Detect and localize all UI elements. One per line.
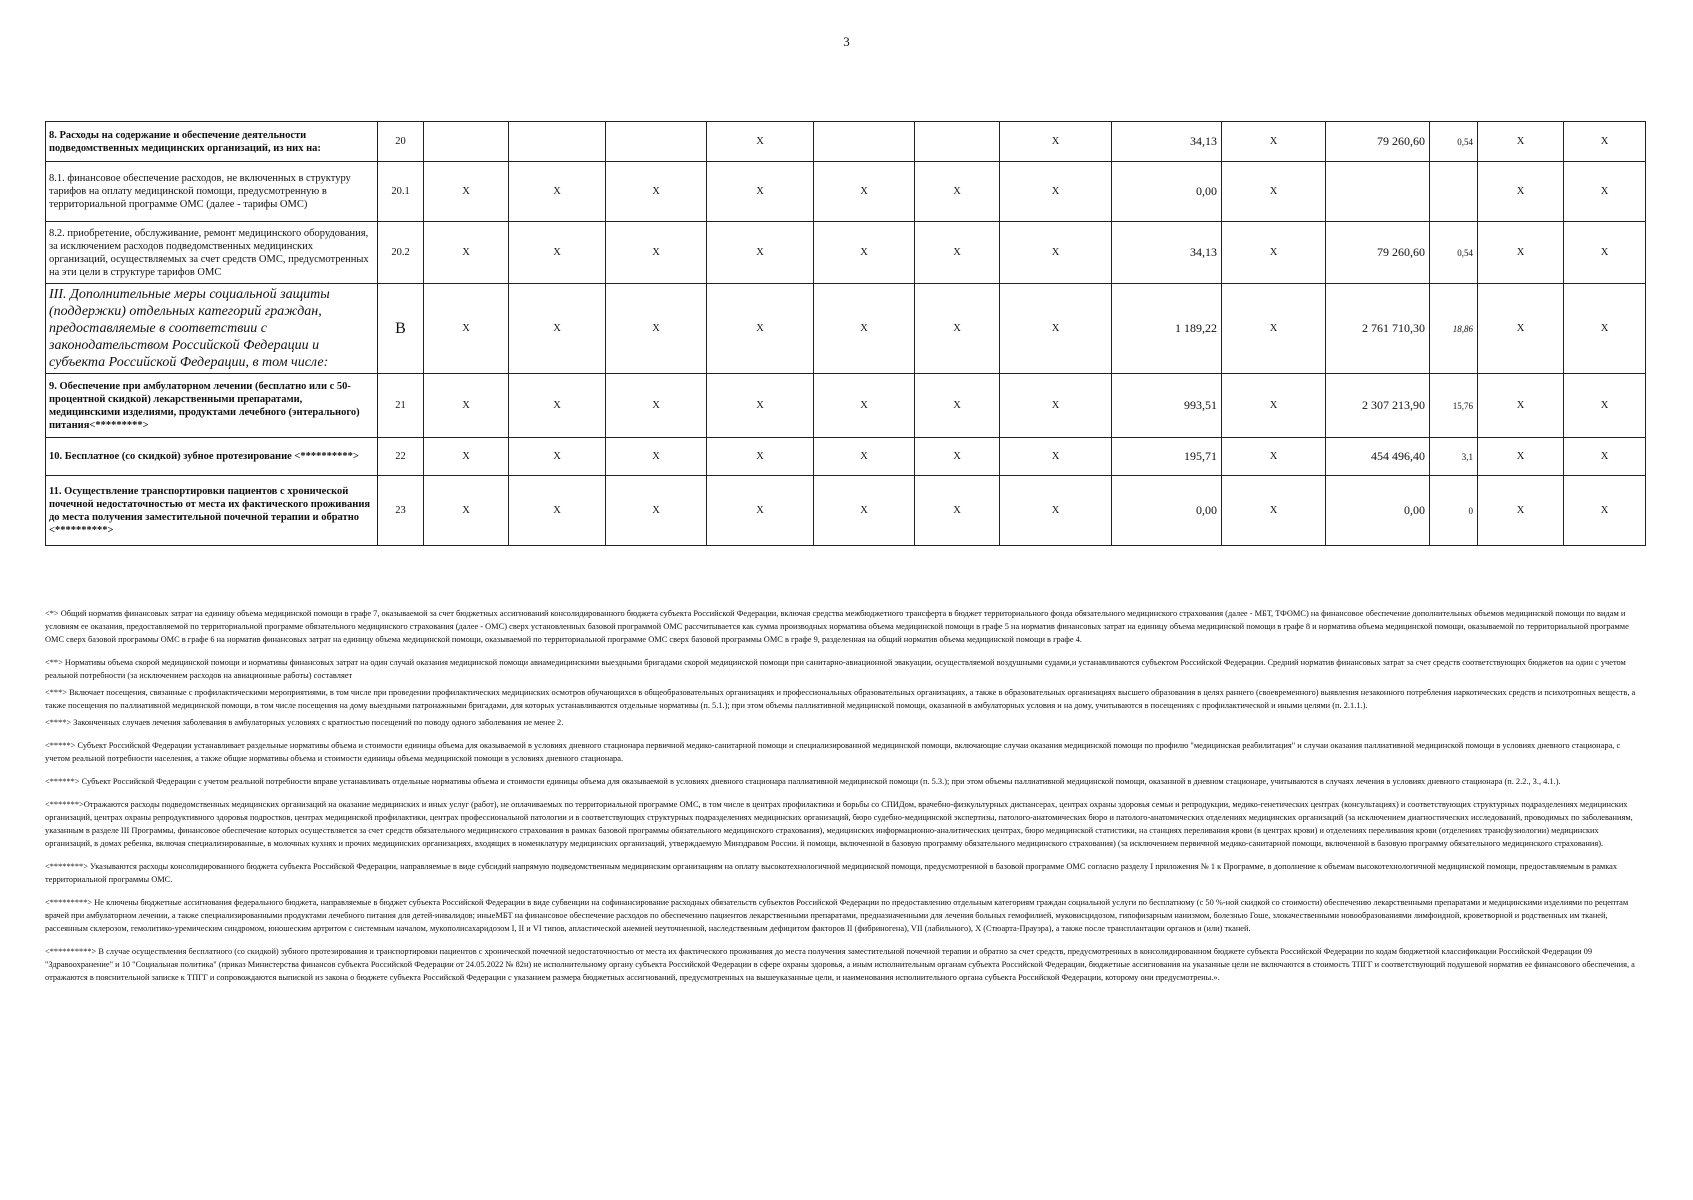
table-cell: X (1478, 374, 1564, 438)
table-cell: X (1222, 162, 1326, 222)
footnotes (45, 607, 1645, 994)
table-cell: 454 496,40 (1326, 438, 1430, 476)
table-cell: X (814, 374, 915, 438)
row-name: 11. Осуществление транспортировки пациентов с хронической почечной недостаточностью от места их фактического проживания до места получения заместительной почечной терапии и обратно <**********> (46, 476, 378, 546)
footnote: <*********> Не ключены бюджетные ассигнования федерального бюджета, направляемые в бюджет субъекта Российской Федерации в виде субвенции на софинансирование расходных обязательств субъектов Российской Федерации по предоставлению отдельным категориям граждан социальной услуги по бесплатному (с 50 %-ной скидкой со стоимости) обеспечению лекарственными препаратами и медицинскими изделиями по рецептам врачей при амбулаторном лечении, а также специализированными продуктами лечебного питания для детей-инвалидов; иныеМБТ на финансовое обеспечение расходов по обеспечению пациентов лекарственными препаратами, предназначенными для лечения больных гемофилией, муковисцидозом, гипофизарным нанизмом, болезнью Гоше, злокачественными новообразованиями лимфоидной, кроветворной и родственных им тканей, рассеянным склерозом, гемолитико-уремическим синдромом, юношеским артритом с системным началом, мукополисахаридозом I, II и VI типов, апластической анемией неуточненной, наследственным дефицитом факторов II (фибриногена), VII (лабильного), X (Стюарта-Прауэра), а также после трансплантации органов и (или) тканей. (45, 898, 1629, 933)
table-row (46, 222, 1646, 284)
table-cell: X (1222, 374, 1326, 438)
row-code: 23 (378, 476, 424, 546)
table-cell: 2 761 710,30 (1326, 284, 1430, 374)
footnote: <***> Включает посещения, связанные с профилактическими мероприятиями, в том числе при проведении профилактических медицинских осмотров обучающихся в общеобразовательных организациях и профессиональных образовательных организациях, а также в образовательных организациях высшего образования в целях раннего (своевременного) выявления незаконного потребления наркотических средств и психотропных веществ, а также посещения по паллиативной медицинской помощи, в том числе посещения на дому выездными патронажными бригадами, для которых устанавливаются отдельные нормативы (п. 5.1.); при этом объемы паллиативной медицинской помощи, оказанной в амбулаторных условия и на дому, учитываются в посещениях с профилактической и иными целями (п. 2.1.1.). (45, 688, 1636, 710)
table-cell: 79 260,60 (1326, 122, 1430, 162)
table-cell: X (1000, 222, 1112, 284)
table-cell: X (509, 162, 606, 222)
table-cell (1326, 162, 1430, 222)
table-cell: X (707, 284, 814, 374)
table-cell: X (1000, 284, 1112, 374)
table-cell: 0 (1430, 476, 1478, 546)
row-name: 8. Расходы на содержание и обеспечение деятельности подведомственных медицинских организаций, из них на: (46, 122, 378, 162)
table-row (46, 162, 1646, 222)
table-cell: X (606, 222, 707, 284)
table-cell: X (1000, 438, 1112, 476)
table-cell: 79 260,60 (1326, 222, 1430, 284)
table-row (46, 122, 1646, 162)
row-name: 8.1. финансовое обеспечение расходов, не включенных в структуру тарифов на оплату медицинской помощи, предусмотренную в территориальной программе ОМС (далее - тарифы ОМС) (46, 162, 378, 222)
table-cell: X (707, 122, 814, 162)
table-cell: X (1564, 122, 1646, 162)
table-cell: X (509, 438, 606, 476)
table-cell: 15,76 (1430, 374, 1478, 438)
table-cell (814, 122, 915, 162)
table-cell: X (509, 374, 606, 438)
table-cell: X (915, 222, 1000, 284)
table-cell: X (1478, 438, 1564, 476)
footnote: <*******>Отражаются расходы подведомственных медицинских организаций на оказание медицинских и иных услуг (работ), не оплачиваемых по территориальной программе ОМС, в том числе в центрах профилактики и борьбы со СПИДом, врачебно-физкультурных диспансерах, центрах охраны здоровья семьи и репродукции, медико-генетических центрах (консультациях) и соответствующих структурных подразделениях медицинских организаций, центрах охраны репродуктивного здоровья подростков, центрах медицинской профилактики, центрах профессиональной патологии и в соответствующих структурных подразделениях медицинских организаций, бюро судебно-медицинской экспертизы, патолого-анатомических бюро и патолого-анатомических отделениях медицинских организаций (за исключением диагностических исследований, проводимых по заболеваниям, указанным в разделе III Программы, финансовое обеспечение которых осуществляется за счет средств обязательного медицинского страхования в рамках базовой программы обязательного медицинского страхования), медицинских информационно-аналитических центрах, бюро медицинской статистики, на станциях переливания крови (в центрах крови) и отделениях переливания крови (отделениях трансфузиологии) медицинских организаций, в домах ребенка, включая специализированные, в молочных кухнях и прочих медицинских организациях, входящих в номенклатуру медицинских организаций, утверждаемую Минздравом России. й помощи, включенной в базовую программу обязательного медицинского страхования) (за исключением первичной медико-санитарной помощи, включенной в базовую программу обязательного медицинского страхования). (45, 800, 1633, 848)
table-cell: 195,71 (1112, 438, 1222, 476)
footnote: <********> Указываются расходы консолидированного бюджета субъекта Российской Федерации, направляемые в виде субсидий напрямую подведомственным медицинским организациям на оплату высокотехнологичной медицинской помощи, предусмотренной в базовой программе ОМС согласно разделу I приложения № 1 к Программе, в дополнение к объемам высокотехнологичной медицинской помощи, предоставляемым в рамках территориальной программы ОМС. (45, 862, 1618, 884)
row-name: 9. Обеспечение при амбулаторном лечении (бесплатно или с 50-процентной скидкой) лекарственными препаратами, медицинскими изделиями, продуктами лечебного (энтерального) питания<*********> (46, 374, 378, 438)
table-cell: X (509, 284, 606, 374)
table-cell: X (1222, 122, 1326, 162)
footnote: <**********> В случае осуществления бесплатного (со скидкой) зубного протезирования и транспортировки пациентов с хронической почечной недостаточностью от места их фактического проживания до места получения заместительной почечной терапии и обратно за счет средств, предусмотренных в консолидированном бюджете субъекта Российской Федерации по кодам бюджетной классификации Российской Федерации 09 "Здравоохранение" и 10 "Социальная политика" (приказ Министерства финансов субъекта Российской Федерации от 24.05.2022 № 82н) не исполнительному органу субъекта Российской Федерации в сфере охраны здоровья, а иным исполнительным органам субъекта Российской Федерации, бюджетные ассигнования на указанные цели не включаются в стоимость ТПГГ и соответствующий подушевой норматив ее финансового обеспечения, а отражаются в пояснительной записке к ТПГГ и сопровождаются выпиской из закона о бюджете субъекта Российской Федерации с указанием размера бюджетных ассигнований, предусмотренных на вышеуказанные цели, и наименования исполнительного органа субъекта Российской Федерации, которому они предусмотрены.». (45, 947, 1635, 982)
table-cell: 2 307 213,90 (1326, 374, 1430, 438)
row-code: B (378, 284, 424, 374)
table-cell: 18,86 (1430, 284, 1478, 374)
row-name: 8.2. приобретение, обслуживание, ремонт медицинского оборудования, за исключением расходов подведомственных медицинских организаций, осуществляемых за счет средств ОМС, предусмотренных на эти цели в структуре тарифов ОМС (46, 222, 378, 284)
table-cell: X (1564, 476, 1646, 546)
table-cell: X (1222, 284, 1326, 374)
table-row (46, 284, 1646, 374)
table-cell: X (424, 162, 509, 222)
table-cell: X (1564, 222, 1646, 284)
table-cell (915, 122, 1000, 162)
footnote: <*> Общий норматив финансовых затрат на единицу объема медицинской помощи в графе 7, оказываемой за счет бюджетных ассигнований консолидированного бюджета субъекта Российской Федерации, включая средства межбюджетного трансферта в бюджет территориального фонда обязательного медицинского страхования (далее - МБТ, ТФОМС) на финансовое обеспечение дополнительных объемов медицинской помощи по видам и условиям ее оказания, предоставляемой по территориальной программе обязательного медицинского страхования (далее - ОМС) сверх установленных базовой программой ОМС рассчитывается как сумма производных норматива объема медицинской помощи в графе 5 на норматив финансовых затрат на единицу объема медицинской помощи в графе 8 и норматива объема медицинской помощи, оказываемой по территориальной программе ОМС сверх базовой программы ОМС в графе 6 на норматив финансовых затрат на единицу объема медицинской помощи, оказываемой по территориальной программе ОМС сверх базовой программы ОМС в графе 9, разделенная на общий норматив объема медицинской помощи в графе 4. (45, 609, 1629, 644)
row-name: III. Дополнительные меры социальной защиты (поддержки) отдельных категорий граждан, предоставляемые в соответствии с законодательством Российской Федерации и субъекта Российской Федерации, в том числе: (46, 284, 378, 374)
table-cell: X (1564, 438, 1646, 476)
table-cell: 1 189,22 (1112, 284, 1222, 374)
table-cell: X (424, 222, 509, 284)
table-cell (424, 122, 509, 162)
table-cell: 0,54 (1430, 122, 1478, 162)
table-cell: X (606, 284, 707, 374)
footnote: <**> Нормативы объема скорой медицинской помощи и нормативы финансовых затрат на один случай оказания медицинской помощи авиамедицинскими выездными бригадами скорой медицинской помощи при санитарно-авиационной эвакуации, осуществляемой воздушными судами,и устанавливаются субъектом Российской Федерации. Средний норматив финансовых затрат за счет средств соответствующих бюджетов на один с учетом реальной потребности (за исключением расходов на авиационные работы) составляет (45, 658, 1626, 680)
row-code: 22 (378, 438, 424, 476)
table-cell: X (424, 476, 509, 546)
table-cell: X (1000, 476, 1112, 546)
table-cell: 993,51 (1112, 374, 1222, 438)
table-cell: X (915, 438, 1000, 476)
table-cell: X (707, 476, 814, 546)
footnote: <****> Законченных случаев лечения заболевания в амбулаторных условиях с кратностью посещений по поводу одного заболевания не менее 2. (45, 718, 564, 727)
table-cell: X (814, 438, 915, 476)
table-row (46, 438, 1646, 476)
table-cell: X (424, 374, 509, 438)
table-cell: X (606, 374, 707, 438)
table-cell: X (707, 222, 814, 284)
table-cell: X (707, 374, 814, 438)
table-cell: X (509, 476, 606, 546)
footnote: <******> Субъект Российской Федерации с учетом реальной потребности вправе устанавливать отдельные нормативы объема и стоимости единицы объема для оказываемой в условиях дневного стационара паллиативной медицинской помощи (п. 5.3.); при этом объемы паллиативной медицинской помощи, оказанной в дневном стационаре, учитываются в случаях лечения в условиях дневного стационара (п. 2.2., 3., 4.1.). (45, 777, 1561, 786)
table-cell: X (1000, 162, 1112, 222)
row-code: 20.2 (378, 222, 424, 284)
row-code: 20.1 (378, 162, 424, 222)
table-cell: X (509, 222, 606, 284)
table-cell: X (1478, 284, 1564, 374)
row-code: 20 (378, 122, 424, 162)
table-cell: 34,13 (1112, 122, 1222, 162)
table-cell: X (1222, 222, 1326, 284)
table-cell: X (1000, 122, 1112, 162)
table-row (46, 476, 1646, 546)
table-cell: 0,00 (1112, 162, 1222, 222)
table-cell: X (1564, 284, 1646, 374)
table-cell: 3,1 (1430, 438, 1478, 476)
table-cell: X (1478, 122, 1564, 162)
table-cell: X (1222, 438, 1326, 476)
table-cell (509, 122, 606, 162)
table-cell: X (1222, 476, 1326, 546)
table-row (46, 374, 1646, 438)
table-cell: X (606, 438, 707, 476)
table-cell: X (424, 438, 509, 476)
row-name: 10. Бесплатное (со скидкой) зубное протезирование <**********> (46, 438, 378, 476)
financing-table (45, 121, 1646, 546)
table-cell: X (1564, 374, 1646, 438)
table-cell: X (1564, 162, 1646, 222)
table-cell (606, 122, 707, 162)
table-cell: X (915, 162, 1000, 222)
table-cell: X (1000, 374, 1112, 438)
table-cell: X (606, 476, 707, 546)
table-cell: X (1478, 222, 1564, 284)
table-cell: X (424, 284, 509, 374)
table-cell: 0,00 (1112, 476, 1222, 546)
row-code: 21 (378, 374, 424, 438)
table-cell: X (1478, 476, 1564, 546)
table-cell: X (707, 438, 814, 476)
table-cell: 0,00 (1326, 476, 1430, 546)
table-cell: X (606, 162, 707, 222)
table-cell: X (814, 162, 915, 222)
table-cell: 0,54 (1430, 222, 1478, 284)
table-cell: X (814, 476, 915, 546)
table-cell: 34,13 (1112, 222, 1222, 284)
footnote: <*****> Субъект Российской Федерации устанавливает раздельные нормативы объема и стоимости единицы объема для оказываемой в условиях дневного стационара первичной медико-санитарной помощи и специализированной медицинской помощи, включающие случаи оказания медицинской помощи по профилю "медицинская реабилитация" и случаи оказания паллиативной медицинской помощи в условиях дневного стационара, с учетом реальной потребности населения, а также общие нормативы объема и стоимости единицы объема медицинской помощи в условиях дневного стационара. (45, 741, 1621, 763)
table-cell: X (814, 284, 915, 374)
table-cell: X (915, 476, 1000, 546)
table-cell: X (915, 284, 1000, 374)
page-number: 3 (843, 34, 850, 49)
table-cell: X (1478, 162, 1564, 222)
table-cell: X (814, 222, 915, 284)
table-cell (1430, 162, 1478, 222)
table-cell: X (707, 162, 814, 222)
table-cell: X (915, 374, 1000, 438)
